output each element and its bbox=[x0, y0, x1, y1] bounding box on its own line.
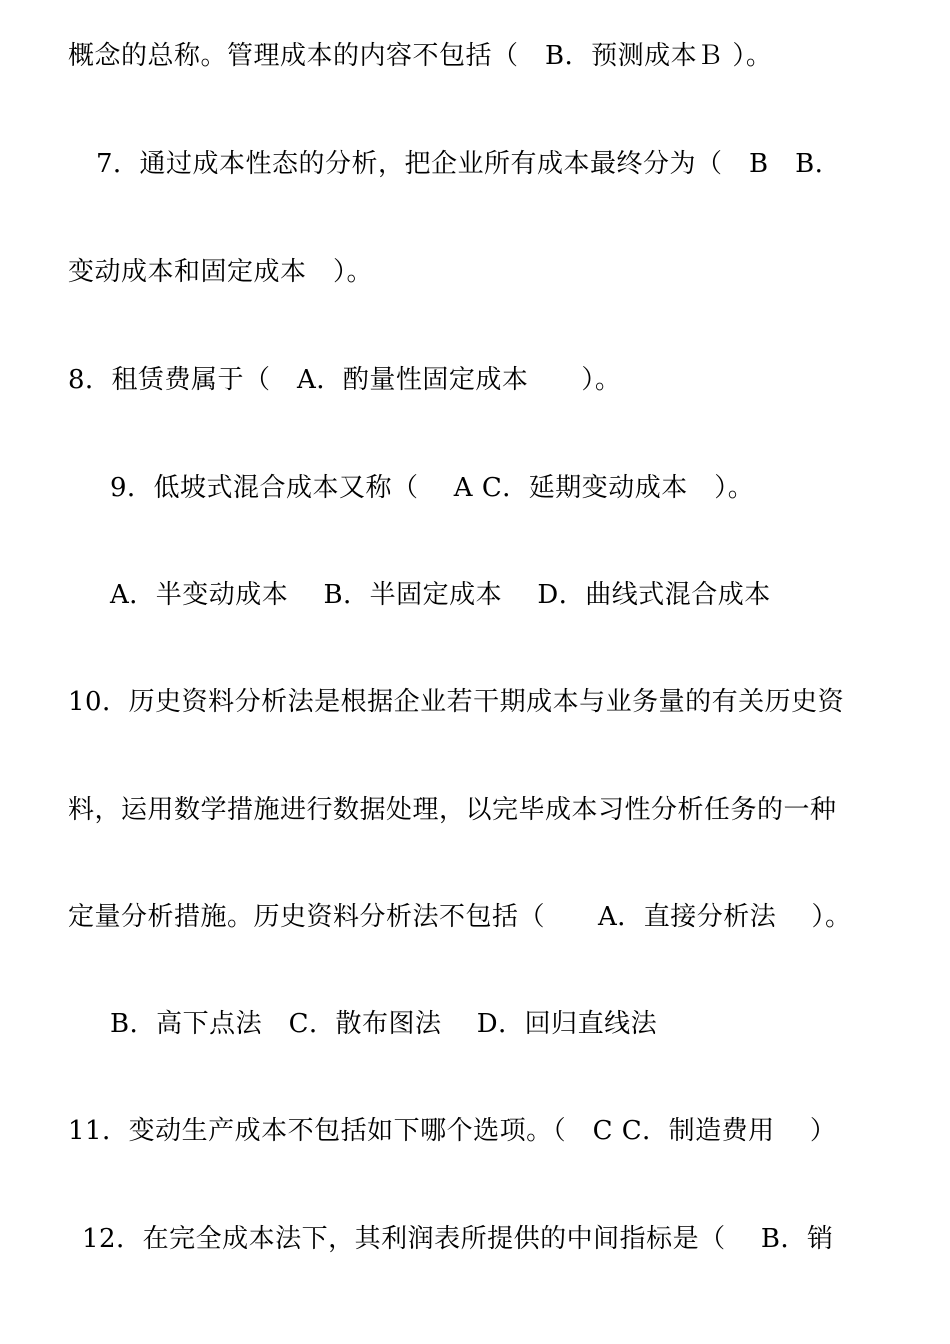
text-line-4: 8．租赁费属于（ A．酌量性固定成本 ）。 bbox=[68, 365, 622, 395]
text-line-9: 定量分析措施。历史资料分析法不包括（ A．直接分析法 ）。 bbox=[68, 902, 852, 932]
text-line-3: 变动成本和固定成本 ）。 bbox=[68, 257, 374, 287]
text-line-5: 9．低坡式混合成本又称（ A C．延期变动成本 ）。 bbox=[110, 473, 755, 503]
text-line-7: 10．历史资料分析法是根据企业若干期成本与业务量的有关历史资 bbox=[68, 687, 845, 717]
text-line-8: 料，运用数学措施进行数据处理，以完毕成本习性分析任务的一种 bbox=[68, 795, 837, 825]
text-line-11: 11．变动生产成本不包括如下哪个选项。（ C C．制造费用 ） bbox=[68, 1116, 837, 1146]
text-line-10: B．高下点法 C．散布图法 D．回归直线法 bbox=[110, 1009, 658, 1039]
text-line-2: 7．通过成本性态的分析，把企业所有成本最终分为（ B B． bbox=[96, 149, 842, 179]
text-line-12: 12．在完全成本法下，其利润表所提供的中间指标是（ B．销 bbox=[82, 1224, 834, 1254]
text-line-1: 概念的总称。管理成本的内容不包括（ B．预测成本Ｂ ）。 bbox=[68, 41, 773, 71]
text-line-6: A．半变动成本 B．半固定成本 D．曲线式混合成本 bbox=[110, 580, 771, 610]
